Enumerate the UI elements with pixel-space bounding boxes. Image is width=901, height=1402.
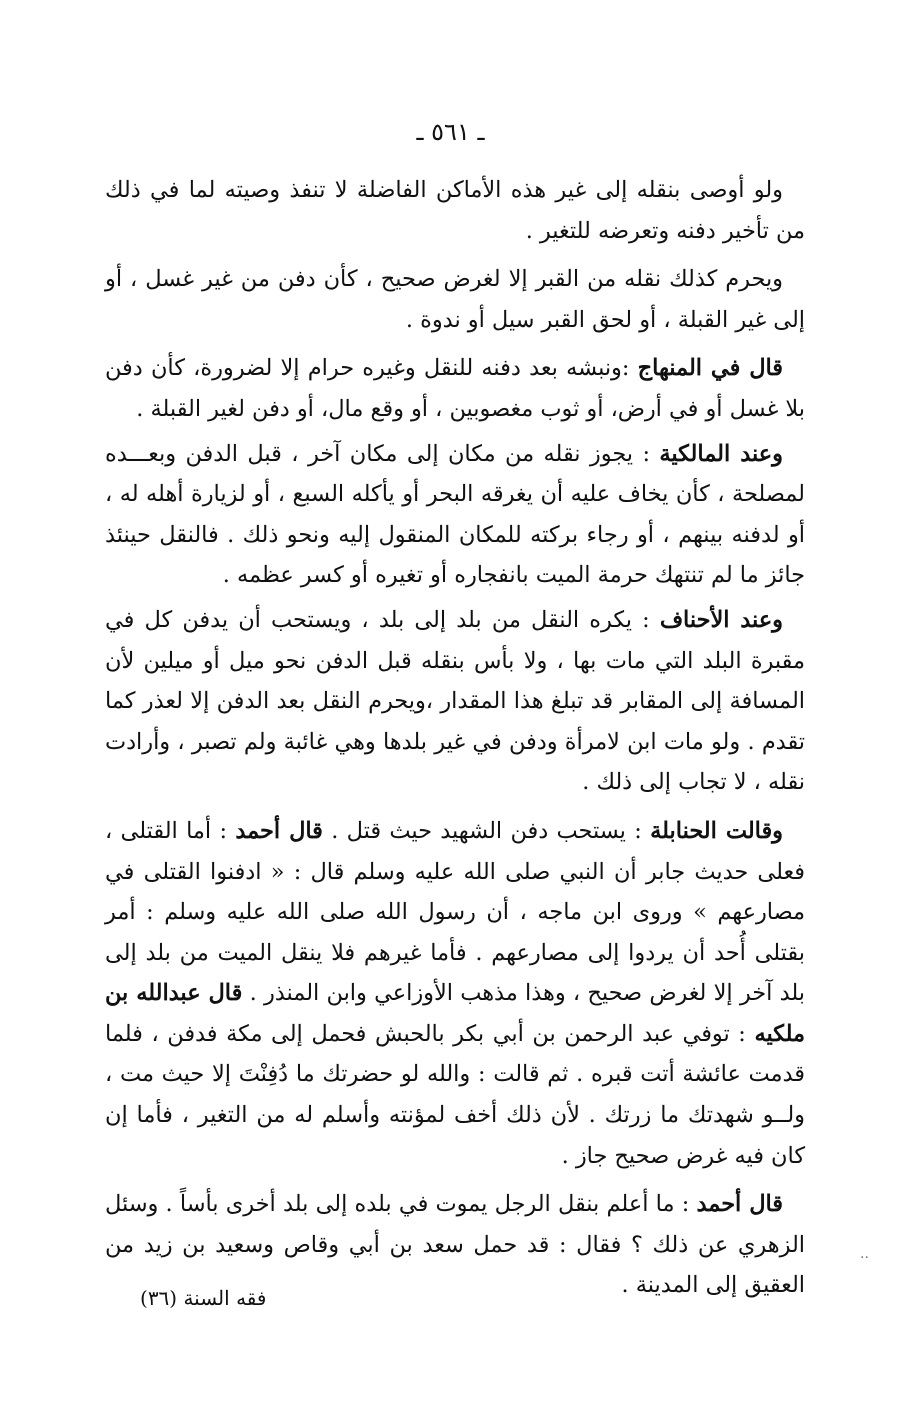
page-number: ـ ٥٦١ ـ xyxy=(416,118,485,146)
paragraph-lead: وعند المالكية xyxy=(659,440,783,467)
paragraph-text: : يكره النقل من بلد إلى بلد ، ويستحب أن يدفن كل في مقبرة البلد التي مات بها ، ولا بأس بنقله قبل الدفن نحو ميل أو ميلين لأن المسافة إلى المقابر قد تبلغ هذا المقدار ،ويحرم النقل بعد الدفن إلا لعذر كما تقدم . ولو مات ابن لامرأة ودفن في غير بلدها وهي غائبة ولم تصبر ، وأرادت نقله ، لا تجاب إلى ذلك . xyxy=(105,606,805,796)
paragraph-hanabila xyxy=(105,811,805,1176)
paragraph-minhaj xyxy=(105,348,805,429)
paragraph-prohibition xyxy=(105,259,805,340)
paragraph-text: : ما أعلم بنقل الرجل يموت في بلده إلى بلد أخرى بأساً . وسئل الزهري عن ذلك ؟ فقال : قد حمل سعد بن أبي وقاص وسعيد بن زيد من العقيق إلى المدينة . xyxy=(105,1191,805,1299)
paragraph-lead-ahmad: قال أحمد xyxy=(235,817,323,844)
paragraph-lead-abdullah: قال عبدالله بن ملكيه xyxy=(105,980,805,1047)
paragraph-text: : يجوز نقله من مكان إلى مكان آخر ، قبل الدفن وبعـــده لمصلحة ، كأن يخاف عليه أن يغرقه البحر أو يأكله السبع ، أو لزيارة أهله له ، أو لدفنه بينهم ، أو رجاء بركته للمكان المنقول إليه ونحو ذلك . فالنقل حينئذ جائز ما لم تنتهك حرمة الميت بانفجاره أو تغيره أو كسر عظمه . xyxy=(105,440,805,589)
paragraph-bequest xyxy=(105,170,805,251)
paragraph-text-abdullah: : توفي عبد الرحمن بن أبي بكر بالحبش فحمل إلى مكة فدفن ، فلما قدمت عائشة أتت قبره . ثم قالت : والله لو حضرتك ما دُفِنْتَ إلا حيث مت ، ولــو شهدتك ما زرتك . لأن ذلك أخف لمؤنته وأسلم له من التغير ، فأما إن كان فيه غرض صحيح جاز . xyxy=(105,1020,805,1169)
paragraph-text: :ونبشه بعد دفنه للنقل وغيره حرام إلا لضرورة، كأن دفن بلا غسل أو في أرض، أو ثوب مغصوبين ، أو وقع مال، أو دفن لغير القبلة . xyxy=(105,355,805,422)
paragraph-text: ولو أوصى بنقله إلى غير هذه الأماكن الفاضلة لا تنفذ وصيته لما في ذلك من تأخير دفنه وتعرضه للتغير . xyxy=(105,177,805,244)
paragraph-text: : يستحب دفن الشهيد حيث قتل . xyxy=(322,817,651,844)
edge-mark: ·· xyxy=(860,1250,869,1266)
paragraph-ahnaf xyxy=(105,600,805,803)
paragraph-text-ahmad: : أما القتلى ، فعلى حديث جابر أن النبي صلى الله عليه وسلم قال : « ادفنوا القتلى في مصارعهم » وروى ابن ماجه ، أن رسول الله صلى الله عليه وسلم : أمر بقتلى أُحد أن يردوا إلى مصارعهم . فأما غيرهم فلا ينقل الميت من بلد إلى بلد آخر إلا لغرض صحيح ، وهذا مذهب الأوزاعي وابن المنذر . xyxy=(105,817,805,1007)
paragraph-lead: وقالت الحنابلة xyxy=(650,817,783,844)
body-text xyxy=(105,170,805,1314)
paragraph-malikiyya xyxy=(105,434,805,596)
footer-signature: فقه السنة (٣٦) xyxy=(140,1286,267,1310)
paragraph-lead: وعند الأحناف xyxy=(659,606,783,633)
paragraph-lead: قال أحمد xyxy=(696,1191,783,1218)
paragraph-lead: قال في المنهاج xyxy=(637,355,784,382)
paragraph-text: ويحرم كذلك نقله من القبر إلا لغرض صحيح ، كأن دفن من غير غسل ، أو إلى غير القبلة ، أو لحق القبر سيل أو ندوة . xyxy=(105,266,805,333)
